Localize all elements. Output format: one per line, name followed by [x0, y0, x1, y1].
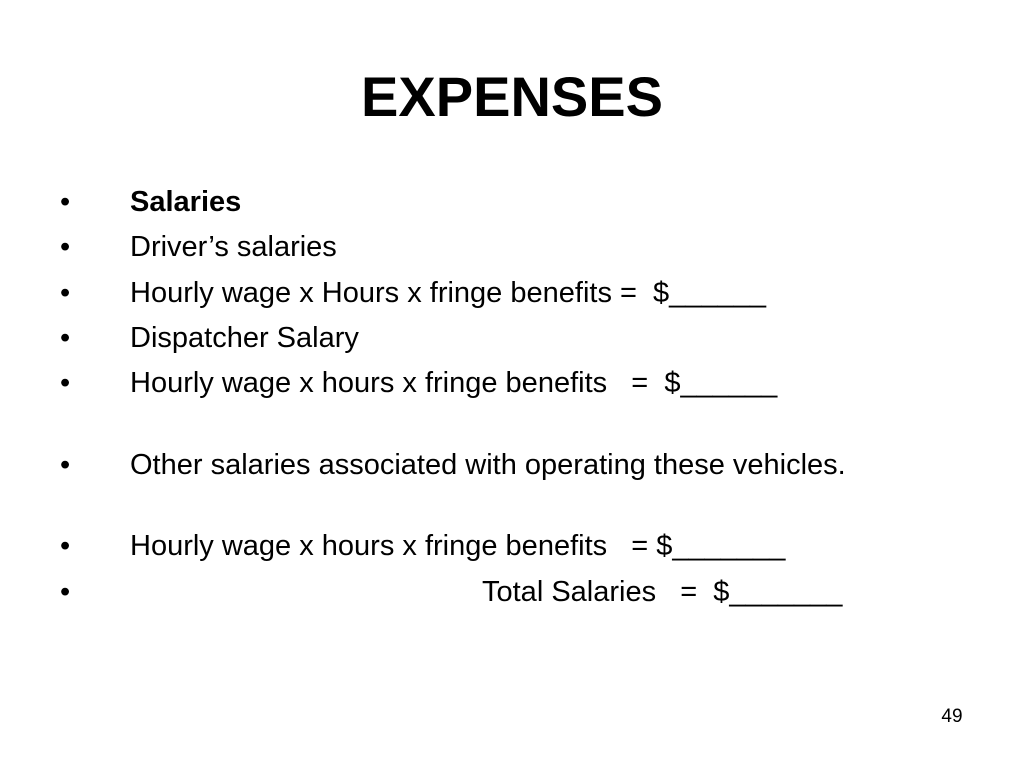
- list-item-text: Dispatcher Salary: [130, 322, 359, 354]
- bullet-marker: •: [60, 277, 71, 309]
- page-number: 49: [941, 706, 963, 727]
- bullet-marker: •: [60, 367, 71, 399]
- list-item-text: Hourly wage x Hours x fringe benefits = $______: [130, 277, 766, 309]
- bullet-marker: •: [60, 231, 71, 263]
- list-item-text: Driver’s salaries: [130, 231, 337, 263]
- total-salaries-text: Total Salaries = $_______: [482, 576, 843, 608]
- list-item-text: Hourly wage x hours x fringe benefits = $______: [130, 367, 778, 399]
- bullet-marker: •: [60, 322, 71, 354]
- slide-title: EXPENSES: [361, 65, 663, 128]
- list-item-text: Salaries: [130, 186, 242, 218]
- list-item-text: Hourly wage x hours x fringe benefits = $_______: [130, 530, 786, 562]
- bullet-marker: •: [60, 576, 71, 608]
- bullet-marker: •: [60, 530, 71, 562]
- bullet-marker: •: [60, 449, 71, 481]
- list-item-text: Other salaries associated with operating these vehicles.: [130, 449, 846, 481]
- bullet-marker: •: [60, 186, 71, 218]
